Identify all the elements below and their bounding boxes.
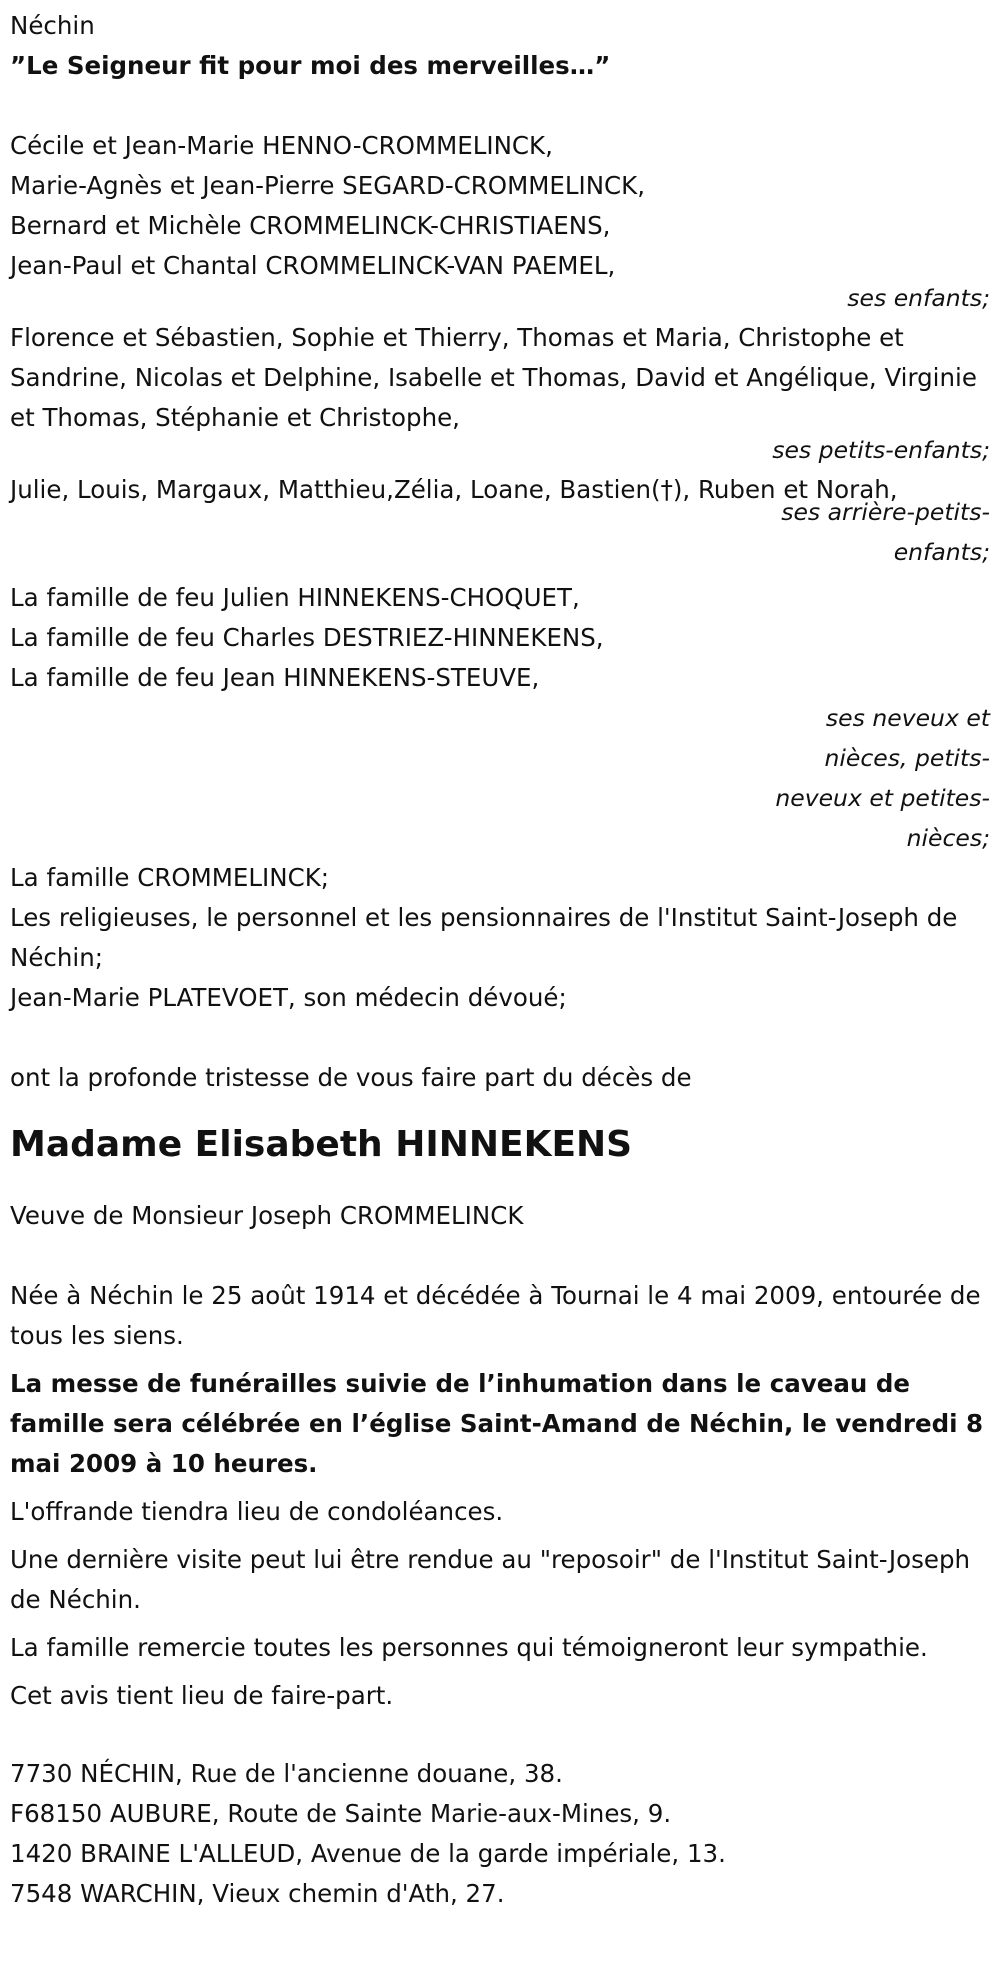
- child-couple-3: Bernard et Michèle CROMMELINCK-CHRISTIAENS,: [10, 211, 611, 240]
- place-name: Néchin: [10, 11, 95, 40]
- family-2: La famille de feu Charles DESTRIEZ-HINNEKENS,: [10, 623, 604, 652]
- spacer: [10, 1236, 1000, 1276]
- spacer: [10, 1018, 1000, 1058]
- families-label: ses neveux et nièces, petits-neveux et petites-nièces;: [775, 704, 990, 852]
- other-3: Jean-Marie PLATEVOET, son médecin dévoué;: [10, 983, 567, 1012]
- great-grandchildren-label: ses arrière-petits-enfants;: [781, 498, 990, 566]
- great-grandchildren-list: Julie, Louis, Margaux, Matthieu,Zélia, Loane, Bastien(†), Ruben et Norah,: [10, 475, 898, 504]
- address-2: F68150 AUBURE, Route de Sainte Marie-aux-Mines, 9.: [10, 1799, 672, 1828]
- children-list: [10, 126, 1000, 286]
- funeral-text: La messe de funérailles suivie de l’inhumation dans le caveau de famille sera célébrée en l’église Saint-Amand de Néchin, le vendredi 8 mai 2009 à 10 heures.: [10, 1369, 984, 1478]
- grandchildren-label: ses petits-enfants;: [772, 436, 990, 464]
- other-1: La famille CROMMELINCK;: [10, 863, 330, 892]
- spacer: [10, 86, 1000, 126]
- address-1: 7730 NÉCHIN, Rue de l'ancienne douane, 38.: [10, 1759, 563, 1788]
- children-label: ses enfants;: [847, 284, 990, 312]
- address-3: 1420 BRAINE L'ALLEUD, Avenue de la garde impériale, 13.: [10, 1839, 726, 1868]
- family-3: La famille de feu Jean HINNEKENS-STEUVE,: [10, 663, 540, 692]
- families-list: [10, 578, 1000, 698]
- address-4: 7548 WARCHIN, Vieux chemin d'Ath, 27.: [10, 1879, 505, 1908]
- offering-text: L'offrande tiendra lieu de condoléances.: [10, 1497, 504, 1526]
- scripture-quote: ”Le Seigneur fit pour moi des merveilles…”: [10, 51, 611, 80]
- child-couple-4: Jean-Paul et Chantal CROMMELINCK-VAN PAEMEL,: [10, 251, 616, 280]
- addresses-list: [10, 1754, 1000, 1914]
- visit-text: Une dernière visite peut lui être rendue au "reposoir" de l'Institut Saint-Joseph de Néchin.: [10, 1545, 971, 1614]
- announcement-text: ont la profonde tristesse de vous faire part du décès de: [10, 1063, 692, 1092]
- deceased-name: Madame Elisabeth HINNEKENS: [10, 1124, 633, 1165]
- other-2: Les religieuses, le personnel et les pensionnaires de l'Institut Saint-Joseph de Néchin;: [10, 903, 958, 972]
- spacer: [10, 1724, 1000, 1754]
- others-list: [10, 858, 1000, 1018]
- birth-death-text: Née à Néchin le 25 août 1914 et décédée à Tournai le 4 mai 2009, entourée de tous les siens.: [10, 1281, 981, 1350]
- grandchildren-list: Florence et Sébastien, Sophie et Thierry, Thomas et Maria, Christophe et Sandrine, Nicolas et Delphine, Isabelle et Thomas, David et Angélique, Virginie et Thomas, Stéphanie et Christophe,: [10, 323, 977, 432]
- child-couple-1: Cécile et Jean-Marie HENNO-CROMMELINCK,: [10, 131, 553, 160]
- family-1: La famille de feu Julien HINNEKENS-CHOQUET,: [10, 583, 580, 612]
- notice-text: Cet avis tient lieu de faire-part.: [10, 1681, 394, 1710]
- thanks-text: La famille remercie toutes les personnes qui témoigneront leur sympathie.: [10, 1633, 928, 1662]
- widow-of-text: Veuve de Monsieur Joseph CROMMELINCK: [10, 1201, 524, 1230]
- child-couple-2: Marie-Agnès et Jean-Pierre SEGARD-CROMMELINCK,: [10, 171, 646, 200]
